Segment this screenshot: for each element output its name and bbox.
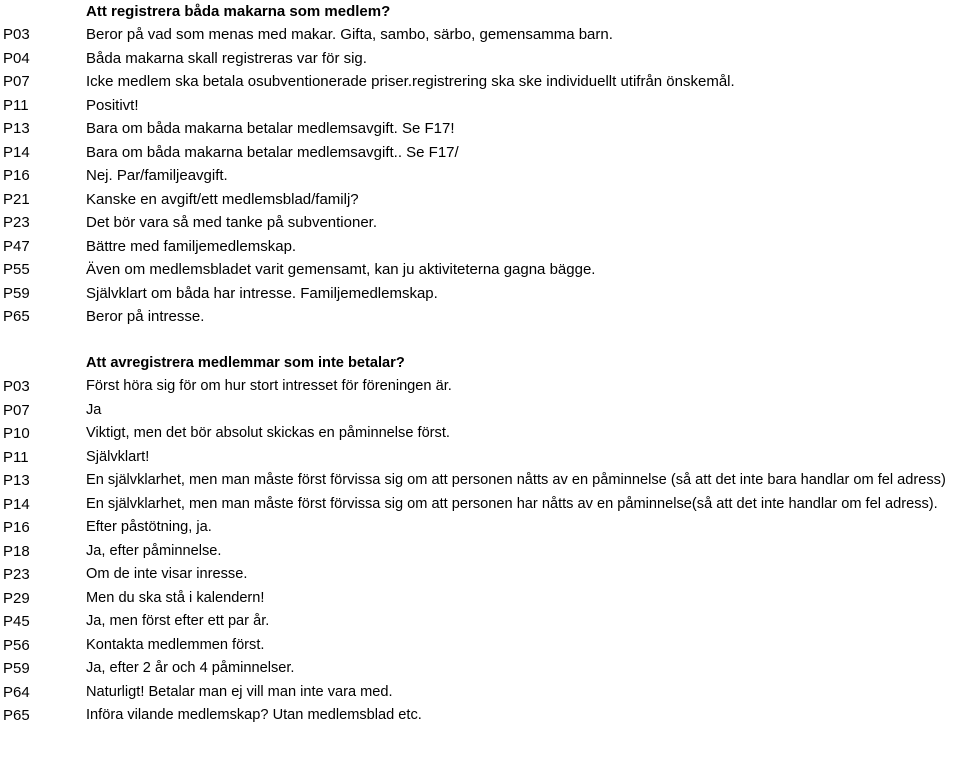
respondent-code: P29 [3, 589, 30, 607]
response-row [0, 563, 960, 587]
response-row [0, 23, 960, 47]
respondent-code: P11 [3, 96, 29, 114]
response-text: Ja, efter 2 år och 4 påminnelser. [86, 660, 295, 676]
respondent-code: P65 [3, 707, 30, 724]
respondent-code: P45 [3, 613, 30, 630]
response-text: Naturligt! Betalar man ej vill man inte vara med. [86, 683, 393, 700]
response-row [0, 211, 960, 235]
response-text: Bara om båda makarna betalar medlemsavgift.. Se F17/ [86, 143, 459, 161]
response-text: Positivt! [86, 96, 139, 114]
section-heading-row [0, 0, 960, 23]
response-text: Självklart om båda har intresse. Familjemedlemskap. [86, 284, 438, 302]
respondent-code: P65 [3, 308, 30, 325]
response-row [0, 516, 960, 540]
respondent-code: P03 [3, 26, 30, 43]
respondent-code: P18 [3, 542, 30, 560]
section-heading-row [0, 352, 960, 375]
response-text: Ja, men först efter ett par år. [86, 613, 270, 629]
response-row [0, 164, 960, 188]
response-text: Kanske en avgift/ett medlemsblad/familj? [86, 190, 359, 208]
respondent-code: P64 [3, 683, 30, 701]
response-row [0, 399, 960, 423]
respondent-code: P56 [3, 636, 30, 654]
response-list [0, 23, 960, 329]
response-row [0, 634, 960, 658]
response-row [0, 493, 960, 517]
response-text: Införa vilande medlemskap? Utan medlemsblad etc. [86, 707, 422, 723]
respondent-code: P07 [3, 401, 30, 419]
response-text: En självklarhet, men man måste först förvissa sig om att personen har nåtts av en påminnelse(så att det inte handlar om fel adress). [86, 495, 938, 512]
response-text: Självklart! [86, 448, 150, 465]
respondent-code: P13 [3, 472, 30, 489]
response-row [0, 469, 960, 493]
response-row [0, 587, 960, 611]
response-text: Viktigt, men det bör absolut skickas en påminnelse först. [86, 425, 450, 441]
response-row [0, 305, 960, 329]
respondent-code: P07 [3, 73, 30, 90]
response-row [0, 188, 960, 212]
response-text: Om de inte visar inresse. [86, 566, 248, 582]
response-list [0, 375, 960, 728]
response-text: Bara om båda makarna betalar medlemsavgift. Se F17! [86, 120, 455, 137]
respondent-code: P13 [3, 120, 30, 137]
response-text: Men du ska stå i kalendern! [86, 589, 265, 606]
response-text: Även om medlemsbladet varit gemensamt, kan ju aktiviteterna gagna bägge. [86, 261, 596, 278]
response-row [0, 94, 960, 118]
respondent-code: P04 [3, 49, 30, 67]
section-register-spouses [0, 0, 960, 329]
response-text: Beror på intresse. [86, 308, 205, 325]
response-row [0, 610, 960, 634]
response-row [0, 375, 960, 399]
response-row [0, 446, 960, 470]
respondent-code: P03 [3, 378, 30, 395]
response-row [0, 70, 960, 94]
response-text: Nej. Par/familjeavgift. [86, 167, 228, 184]
response-text: Ja, efter påminnelse. [86, 542, 222, 559]
heading-code-spacer [0, 0, 86, 23]
section-heading: Att registrera båda makarna som medlem? [86, 3, 391, 20]
response-row [0, 47, 960, 71]
respondent-code: P16 [3, 167, 30, 184]
response-text: Bättre med familjemedlemskap. [86, 237, 297, 255]
response-text: Kontakta medlemmen först. [86, 636, 265, 653]
response-row [0, 282, 960, 306]
response-row [0, 657, 960, 681]
heading-code-spacer [0, 352, 86, 375]
section-heading: Att avregistrera medlemmar som inte betalar? [86, 355, 405, 371]
response-text: Icke medlem ska betala osubventionerade priser.registrering ska ske individuellt utifrån önskemål. [86, 73, 735, 90]
response-row [0, 117, 960, 141]
response-text: Ja [86, 401, 102, 418]
respondent-code: P11 [3, 448, 29, 466]
response-row [0, 704, 960, 728]
respondent-code: P23 [3, 214, 30, 231]
respondent-code: P14 [3, 495, 30, 513]
response-row [0, 681, 960, 705]
respondent-code: P10 [3, 425, 30, 442]
respondent-code: P55 [3, 261, 30, 278]
response-text: En självklarhet, men man måste först förvissa sig om att personen nåtts av en påminnelse (så att det inte bara handlar om fel adress) [86, 472, 946, 488]
response-row [0, 258, 960, 282]
respondent-code: P21 [3, 190, 30, 208]
response-row [0, 235, 960, 259]
respondent-code: P59 [3, 284, 30, 302]
respondent-code: P59 [3, 660, 30, 677]
response-text: Efter påstötning, ja. [86, 519, 212, 535]
response-row [0, 422, 960, 446]
response-text: Beror på vad som menas med makar. Gifta, sambo, särbo, gemensamma barn. [86, 26, 613, 43]
respondent-code: P16 [3, 519, 30, 536]
response-text: Det bör vara så med tanke på subventioner. [86, 214, 378, 231]
respondent-code: P14 [3, 143, 30, 161]
response-text: Båda makarna skall registreras var för sig. [86, 49, 367, 67]
section-deregister-nonpayers [0, 352, 960, 728]
respondent-code: P23 [3, 566, 30, 583]
response-row [0, 141, 960, 165]
response-row [0, 540, 960, 564]
response-text: Först höra sig för om hur stort intresset för föreningen är. [86, 378, 452, 394]
respondent-code: P47 [3, 237, 30, 255]
